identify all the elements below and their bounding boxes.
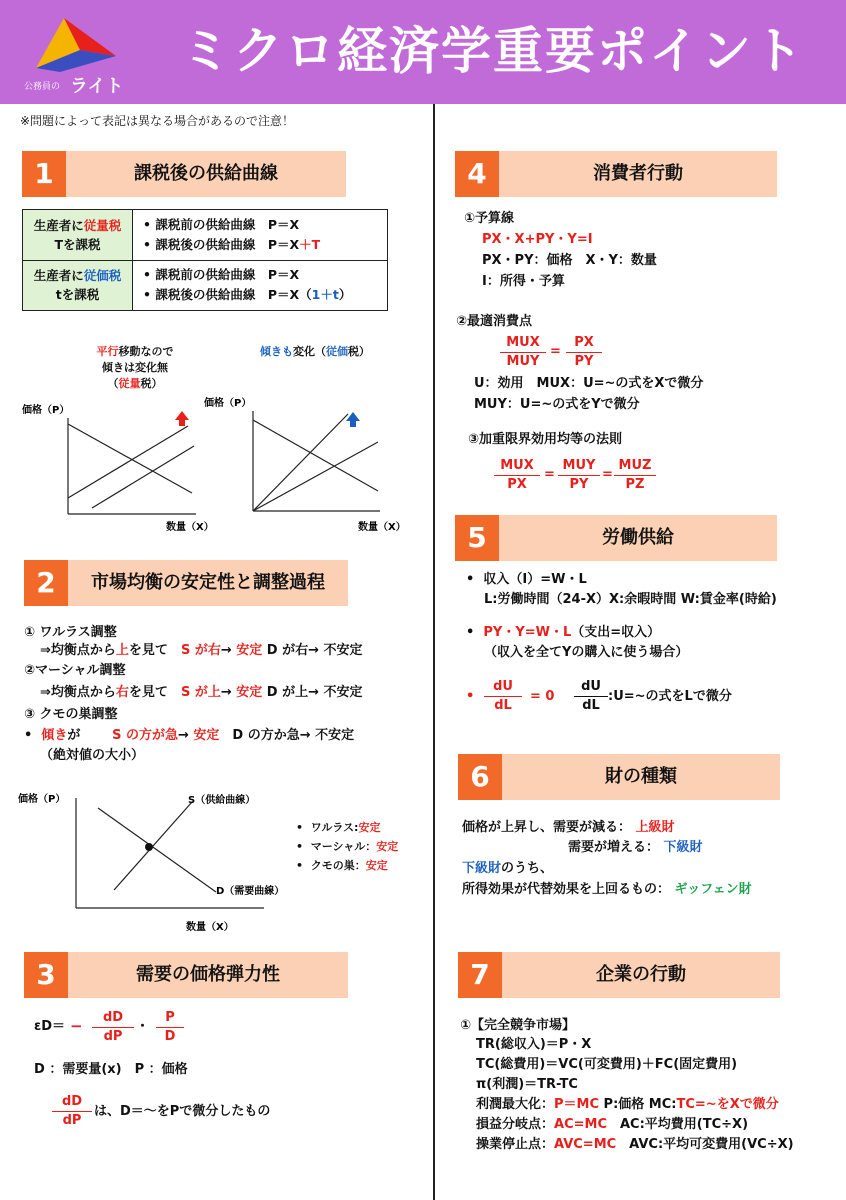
budget-heading: ①予算線 [464, 211, 515, 226]
section-3-heading [24, 952, 348, 998]
section-number: 1 [22, 151, 66, 197]
up-arrow-red-icon [175, 411, 189, 426]
legend-item: • ワルラス:安定 [296, 821, 381, 834]
inferior-subset-line: 下級財のうち、 [462, 861, 554, 876]
perfect-competition-heading: ①【完全競争市場】 [460, 1018, 576, 1033]
walras-rule: ⇒均衡点から上を見て S が右→ 安定 D が右→ 不安定 [40, 643, 363, 658]
fraction-muz-pz: MUZ PZ [614, 457, 656, 494]
cobweb-note: （絶対値の大小） [40, 748, 145, 763]
labor-income-desc: L:労働時間（24-X）X:余暇時間 W:賃金率(時給) [484, 592, 777, 607]
supply-line-before [253, 442, 378, 511]
derivative-note: :U=~の式をLで微分 [608, 689, 732, 704]
graph-y-label: 価格（P） [18, 794, 66, 805]
graph1-caption: 平行移動なので 傾きは変化無 （従量税） [96, 345, 174, 390]
graph-x-label: 数量（X） [186, 922, 234, 933]
table-row [23, 210, 388, 261]
supply-curve [114, 802, 192, 890]
profit-max-line: 利潤最大化：P＝MC P:価格 MC:TC=~をXで微分 [476, 1097, 779, 1112]
budget-desc-1: PX・PY：価格 X・Y：数量 [482, 253, 657, 268]
equals-sign: = [550, 344, 561, 359]
budget-desc-2: I：所得・予算 [482, 274, 565, 289]
section-number: 7 [458, 952, 502, 998]
supply-line-after [92, 446, 194, 508]
section-number: 5 [455, 515, 499, 561]
fraction-muy-py: MUY PY [558, 457, 600, 494]
labor-budget: • PY・Y=W・L（支出=収入） [466, 625, 661, 640]
section-title: 需要の価格弾力性 [136, 964, 280, 985]
derivative-note: は、D＝～をPで微分したもの [94, 1104, 271, 1119]
equilibrium-graph [16, 786, 296, 936]
fraction-dd-dp-2: $\frac{dD}{dP}$ [52, 1093, 92, 1130]
elasticity-definitions: D ：需要量(x) P ：価格 [34, 1062, 188, 1077]
fraction-dd-dp: $\frac{dD}{dP}$ [92, 1009, 134, 1046]
tr-line: TR(総収入)＝P・X [476, 1037, 592, 1052]
equals-sign: = [544, 467, 555, 482]
walras-heading: ① ワルラス調整 [24, 625, 117, 640]
demand-curve [98, 808, 216, 892]
section-7-heading [458, 952, 780, 998]
caution-note: ※問題によって表記は異なる場合があるので注意！ [20, 114, 295, 128]
graph2-y-label: 価格（P） [204, 398, 252, 409]
graph1-x-label: 数量（X） [166, 522, 214, 533]
fraction-mux-muy: MUX MUY [500, 334, 546, 371]
marshall-heading: ②マーシャル調整 [24, 663, 126, 678]
multiply-dot: ・ [136, 1019, 150, 1034]
equilibrium-point [145, 843, 153, 851]
demand-label: D（需要曲線） [216, 886, 285, 897]
break-even-line: 損益分岐点：AC=MC AC:平均費用(TC÷X) [476, 1117, 749, 1132]
marshall-rule: ⇒均衡点から右を見て S が上→ 安定 D が上→ 不安定 [40, 685, 363, 700]
section-title: 市場均衡の安定性と調整過程 [91, 572, 325, 593]
stability-legend [296, 818, 398, 875]
fraction-mux-px: MUX PX [494, 457, 540, 494]
section-4-heading [455, 151, 777, 197]
section-number: 4 [455, 151, 499, 197]
inferior-good-line: 需要が増える： 下級財 [568, 840, 703, 855]
section-title: 財の種類 [605, 766, 677, 787]
elasticity-lhs: εD＝ [34, 1019, 66, 1034]
table-header-cell: 生産者に従価税 tを課税 [23, 260, 133, 311]
giffen-good-line: 所得効果が代替効果を上回るもの： ギッフェン財 [462, 882, 752, 897]
table-row [23, 260, 388, 311]
section-6-heading [458, 754, 780, 800]
cobweb-heading: ③ クモの巣調整 [24, 707, 118, 722]
tax-graphs [18, 396, 428, 536]
equimarginal-heading: ③加重限界効用均等の法則 [468, 432, 623, 447]
minus-sign: − [70, 1017, 83, 1035]
table-cell: • 課税前の供給曲線 P＝X • 課税後の供給曲線 P＝X（1＋t） [133, 260, 388, 311]
fraction-du-dl-black: $\frac{dU}{dL}$ [574, 678, 608, 715]
legend-item: • クモの巣：安定 [296, 859, 388, 872]
section-1-heading [22, 151, 346, 197]
labor-budget-desc: （収入を全てYの購入に使う場合） [484, 645, 689, 660]
equals-sign: = [602, 467, 613, 482]
fraction-du-dl: $\frac{dU}{dL}$ [484, 678, 522, 715]
graph2-caption: 傾きも変化（従価税） [260, 345, 370, 358]
cobweb-rule: • 傾きが S の方が急→ 安定 D の方か急→ 不安定 [24, 728, 355, 743]
section-title: 労働供給 [602, 527, 674, 548]
legend-item: • マーシャル：安定 [296, 840, 399, 853]
graph1-y-label: 価格（P） [22, 405, 70, 416]
normal-good-line: 価格が上昇し、需要が減る： 上級財 [462, 820, 675, 835]
section-title: 消費者行動 [593, 163, 683, 184]
section-title: 企業の行動 [596, 964, 686, 985]
supply-label: S（供給曲線） [188, 795, 256, 806]
labor-income: • 収入（I）=W・L [466, 572, 587, 587]
bullet: • [466, 689, 475, 704]
logo-icon [20, 10, 140, 96]
section-title: 課税後の供給曲線 [134, 163, 278, 184]
page-title: ミクロ経済学重要ポイント [181, 22, 805, 80]
fraction-p-d: $\frac{P}{D}$ [156, 1009, 184, 1046]
budget-equation: PX・X+PY・Y=I [482, 232, 593, 247]
section-number: 2 [24, 560, 68, 606]
tax-table [22, 209, 388, 311]
section-2-heading [24, 560, 348, 606]
equals-zero: = 0 [530, 689, 555, 704]
section-number: 3 [24, 952, 68, 998]
demand-line [253, 420, 378, 491]
section-number: 6 [458, 754, 502, 800]
logo-small-text: 公務員の [24, 82, 61, 92]
column-divider [433, 104, 435, 1200]
profit-line: π(利潤)＝TR-TC [476, 1077, 578, 1092]
shutdown-line: 操業停止点：AVC=MC AVC:平均可変費用(VC÷X) [476, 1137, 794, 1152]
header [0, 0, 846, 104]
optimum-desc-2: MUY：U=~の式をYで微分 [474, 397, 640, 412]
tc-line: TC(総費用)＝VC(可変費用)＋FC(固定費用) [476, 1057, 738, 1072]
optimum-desc-1: U：効用 MUX：U=~の式をXで微分 [474, 376, 704, 391]
graph2-x-label: 数量（X） [358, 522, 406, 533]
fraction-px-py: $\frac{PX}{PY}$ [566, 334, 602, 371]
supply-line-before [68, 426, 188, 498]
table-header-cell: 生産者に従量税 Tを課税 [23, 210, 133, 261]
optimum-heading: ②最適消費点 [456, 314, 533, 329]
logo-big-text: ライト [70, 76, 124, 96]
section-5-heading [455, 515, 777, 561]
table-cell: • 課税前の供給曲線 P＝X • 課税後の供給曲線 P＝X＋T [133, 210, 388, 261]
